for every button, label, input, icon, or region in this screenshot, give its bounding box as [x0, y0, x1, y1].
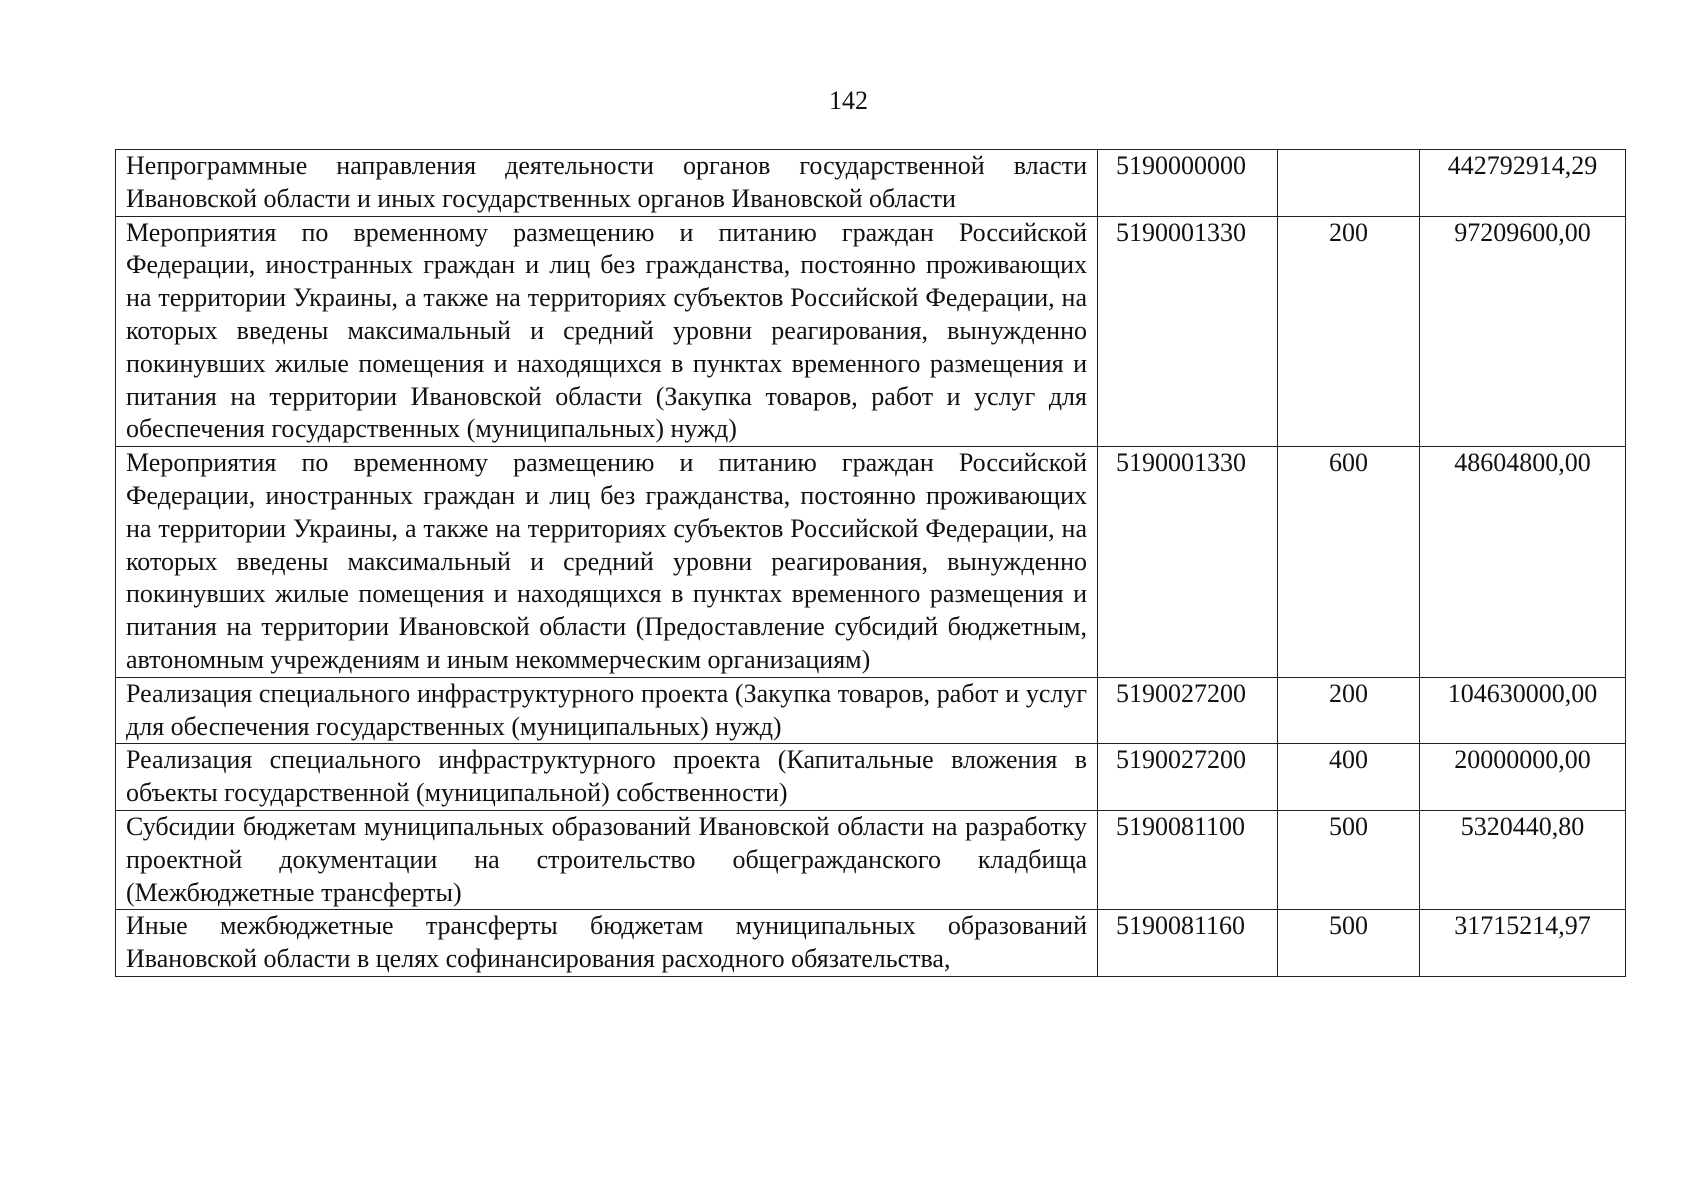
row-description: Мероприятия по временному размещению и питанию граждан Российской Федерации, иностранных граждан и лиц без гражданства, постоянно проживающих на территории Украины, а также на территориях субъектов Российской Федерации, на которых введены максимальный и средний уровни реагирования, вынужденно покинувших жилые помещения и находящихся в пунктах временного размещения и питания на территории Ивановской области (Предоставление субсидий бюджетным, автономным учреждениям и иным некоммерческим организациям) — [116, 447, 1098, 678]
row-description: Непрограммные направления деятельности органов государственной власти Ивановской области и иных государственных органов Ивановской области — [116, 150, 1098, 217]
row-target-code: 5190081100 — [1098, 810, 1278, 909]
row-description: Мероприятия по временному размещению и питанию граждан Российской Федерации, иностранных граждан и лиц без гражданства, постоянно проживающих на территории Украины, а также на территориях субъектов Российской Федерации, на которых введены максимальный и средний уровни реагирования, вынужденно покинувших жилые помещения и находящихся в пунктах временного размещения и питания на территории Ивановской области (Закупка товаров, работ и услуг для обеспечения государственных (муниципальных) нужд) — [116, 216, 1098, 447]
row-target-code: 5190001330 — [1098, 216, 1278, 447]
row-expense-type: 200 — [1278, 677, 1420, 744]
table-row — [116, 150, 1626, 217]
row-amount: 442792914,29 — [1420, 150, 1626, 217]
row-description: Субсидии бюджетам муниципальных образований Ивановской области на разработку проектной документации на строительство общегражданского кладбища (Межбюджетные трансферты) — [116, 810, 1098, 909]
row-expense-type — [1278, 150, 1420, 217]
row-expense-type: 400 — [1278, 744, 1420, 811]
table-row — [116, 216, 1626, 447]
row-expense-type: 200 — [1278, 216, 1420, 447]
row-expense-type: 500 — [1278, 810, 1420, 909]
budget-table — [115, 149, 1626, 977]
row-description: Иные межбюджетные трансферты бюджетам муниципальных образований Ивановской области в целях софинансирования расходного обязательства, — [116, 910, 1098, 977]
row-target-code: 5190000000 — [1098, 150, 1278, 217]
row-description: Реализация специального инфраструктурного проекта (Капитальные вложения в объекты государственной (муниципальной) собственности) — [116, 744, 1098, 811]
page-number: 142 — [829, 86, 868, 115]
row-expense-type: 600 — [1278, 447, 1420, 678]
table-row — [116, 910, 1626, 977]
row-amount: 104630000,00 — [1420, 677, 1626, 744]
table-row — [116, 810, 1626, 909]
row-amount: 20000000,00 — [1420, 744, 1626, 811]
row-description: Реализация специального инфраструктурного проекта (Закупка товаров, работ и услуг для обеспечения государственных (муниципальных) нужд) — [116, 677, 1098, 744]
row-expense-type: 500 — [1278, 910, 1420, 977]
row-amount: 97209600,00 — [1420, 216, 1626, 447]
row-amount: 31715214,97 — [1420, 910, 1626, 977]
table-row — [116, 677, 1626, 744]
row-amount: 48604800,00 — [1420, 447, 1626, 678]
table-row — [116, 447, 1626, 678]
row-target-code: 5190081160 — [1098, 910, 1278, 977]
row-target-code: 5190001330 — [1098, 447, 1278, 678]
row-amount: 5320440,80 — [1420, 810, 1626, 909]
table-row — [116, 744, 1626, 811]
row-target-code: 5190027200 — [1098, 677, 1278, 744]
row-target-code: 5190027200 — [1098, 744, 1278, 811]
